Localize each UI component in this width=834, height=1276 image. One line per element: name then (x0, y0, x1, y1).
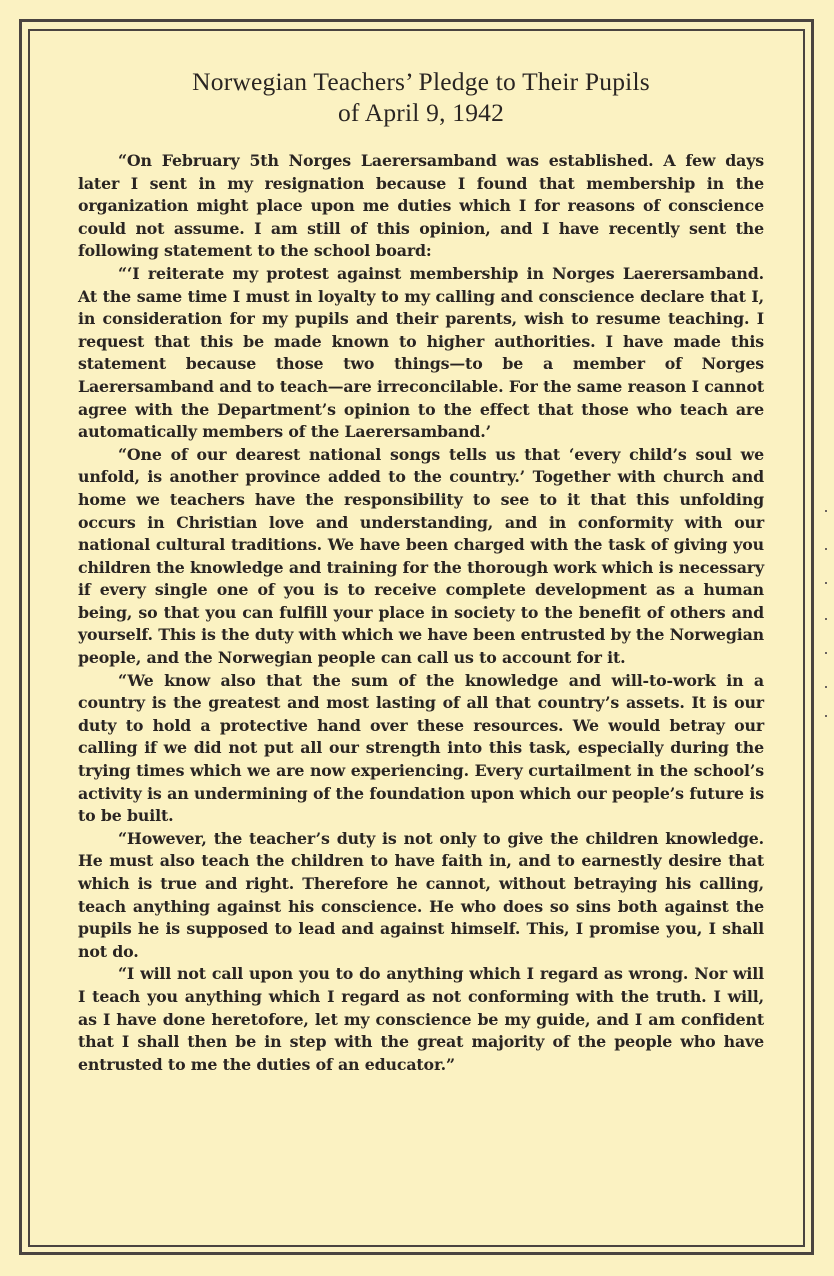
paragraph-5: “However, the teacher’s duty is not only to give the children knowledge. He must also teach the children to have faith in, and to earnestly desire that which is true and right. Therefore he cannot, without betraying his calling, teach anything against his conscience. He who does so sins both against the pupils he is supposed to lead and against himself. This, I promise you, I shall not do. (78, 828, 764, 961)
paragraph-6: “I will not call upon you to do anything which I regard as wrong. Nor will I teach you anything which I regard as not conforming with the truth. I will, as I have done heretofore, let my conscience be my guide, and I am confident that I shall then be in step with the great majority of the people who have entrusted to me the duties of an educator.” (78, 964, 764, 1074)
margin-specks (822, 510, 830, 730)
document-body (78, 66, 764, 1076)
paragraph-3: “One of our dearest national songs tells us that ‘every child’s soul we unfold, is another province added to the country.’ Together with church and home we teachers have the responsibility to see to it that this unfolding occurs in Christian love and understanding, and in conformity with our national cultural traditions. We have been charged with the task of giving you children the knowledge and training for the thorough work which is necessary if every single one of you is to receive complete development as a human being, so that you can fulfill your place in society to the benefit of others and yourself. This is the duty with which we have been entrusted by the Norwegian people, and the Norwegian people can call us to account for it. (78, 444, 764, 668)
paragraph-4: “We know also that the sum of the knowledge and will-to-work in a country is the greatest and most lasting of all that country’s assets. It is our duty to hold a protective hand over these resources. We would betray our calling if we did not put all our strength into this task, especially during the trying times which we are now experiencing. Every curtailment in the school’s activity is an undermining of the foundation upon which our people’s future is to be built. (78, 670, 764, 826)
title-line-2: of April 9, 1942 (337, 98, 505, 127)
title-line-1: Norwegian Teachers’ Pledge to Their Pupils (192, 67, 650, 96)
document-title (78, 66, 764, 128)
paragraph-2: “‘I reiterate my protest against membership in Norges Laerersamband. At the same time I must in loyalty to my calling and conscience declare that I, in consideration for my pupils and their parents, wish to resume teaching. I request that this be made known to higher authorities. I have made this statement because those two things—to be a member of Norges Laerersamband and to teach—are irreconcilable. For the same reason I cannot agree with the Department’s opinion to the effect that those who teach are automatically members of the Laerersamband.’ (78, 263, 764, 442)
paragraph-1: “On February 5th Norges Laerersamband was established. A few days later I sent in my resignation because I found that membership in the organization might place upon me duties which I for reasons of conscience could not assume. I am still of this opinion, and I have recently sent the following statement to the school board: (78, 151, 764, 261)
